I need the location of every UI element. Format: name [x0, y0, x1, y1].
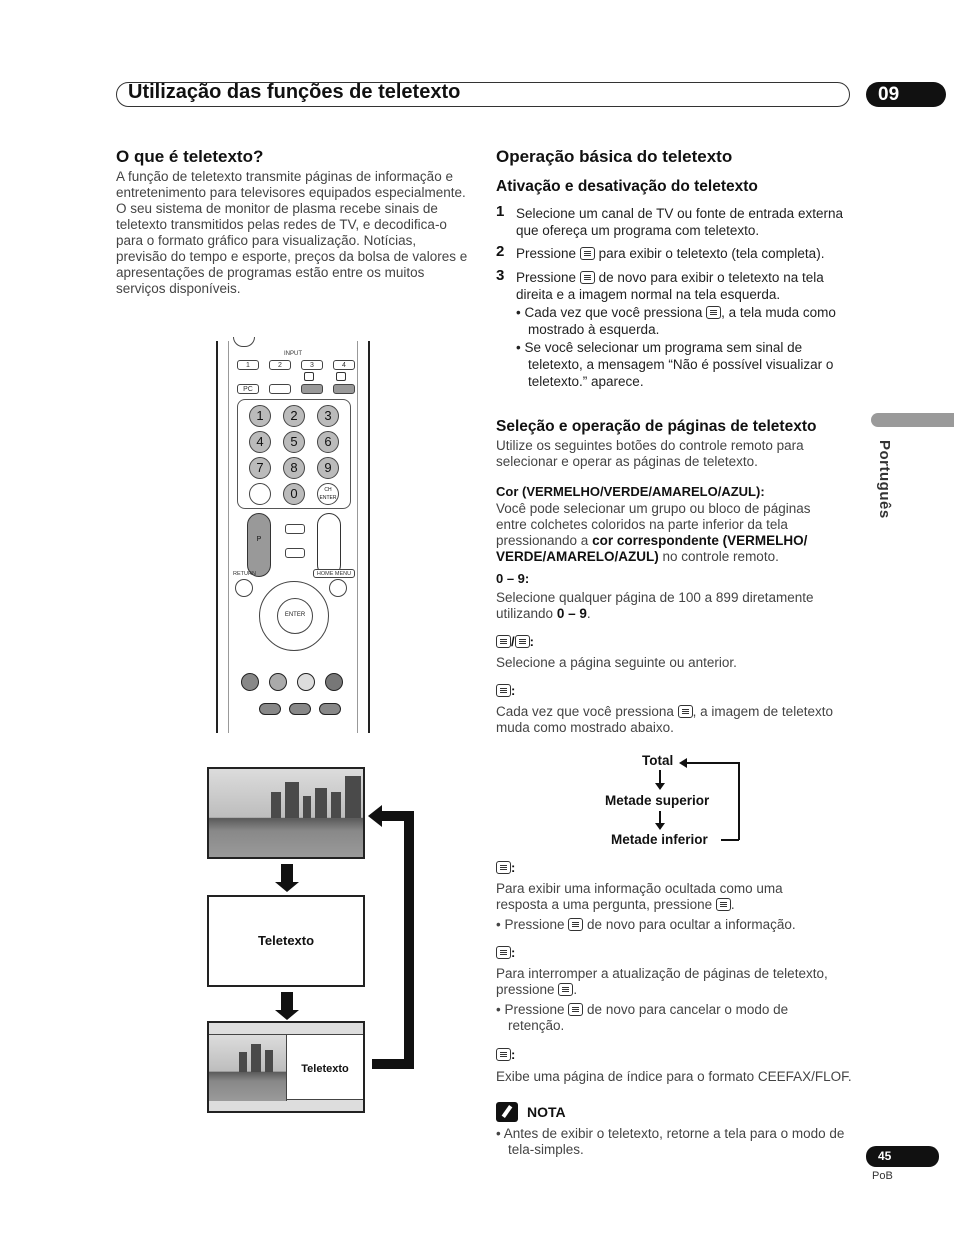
step-3-bullet-2: • Se você selecionar um programa sem sinal de teletexto, a mensagem “Não é possível visualizar o teletexto.” aparece.: [516, 340, 834, 389]
reveal-text-b: .: [730, 897, 735, 912]
building: [315, 788, 327, 818]
size-icon: [304, 372, 314, 381]
num-key-8: 8: [283, 457, 305, 479]
size-key-heading: [496, 683, 515, 698]
mode-box-split-label: Teletexto: [301, 1063, 349, 1075]
blue-color-key: [325, 673, 343, 691]
page-down-icon: [515, 635, 530, 648]
reveal-key: [259, 703, 281, 715]
note-text: • Antes de exibir o teletexto, retorne a tela para o modo de tela-simples.: [496, 1126, 845, 1157]
i-ii-key: [285, 524, 305, 534]
step-text-2: [516, 245, 856, 262]
size-button-icon: [678, 705, 693, 718]
size-button-icon: [496, 684, 511, 697]
reveal-text-a: Para exibir uma informação ocultada como uma resposta a uma pergunta, pressione: [496, 881, 783, 912]
bullet-1-text-b: , a tela muda como mostrado à esquerda.: [528, 305, 836, 337]
step-3-bullet-1: [516, 304, 836, 338]
index-key-heading: [496, 1047, 515, 1062]
yellow-color-key: [297, 673, 315, 691]
hold-bullet-a: • Pressione: [496, 1002, 565, 1017]
input-key-1: 1: [237, 360, 259, 370]
reveal-button-icon: [716, 898, 731, 911]
color-keys-text: [496, 501, 841, 565]
teletext-button-icon: [580, 247, 595, 260]
side-tab-bar: [871, 413, 954, 427]
intro-paragraph: A função de teletexto transmite páginas de informação e entretenimento para televisores equipados especialmente. O seu sistema de monitor de plasma recebe sinais de teletexto transmitidos pelas redes de TV, e decodifica-o para o formato gráfico para visualização. Notícias, previsão do tempo e esporte, preços da bolsa de valores e apresentações de programas estão entre os muitos serviços disponíveis.: [116, 169, 468, 296]
reveal-key-bullet: [496, 917, 846, 933]
red-color-key: [241, 673, 259, 691]
num-text-bold: 0 – 9: [556, 606, 587, 621]
num-text-c: .: [586, 606, 591, 621]
bullet-1-text-a: • Cada vez que você pressiona: [516, 305, 703, 320]
p-label: P: [256, 536, 262, 543]
home-menu-key: HOME MENU: [313, 569, 355, 578]
step-number-2: 2: [496, 243, 505, 260]
step-3-text-b: de novo para exibir o teletexto na tela direita e a imagem normal na tela esquerda.: [516, 270, 824, 302]
hold-key-heading: [496, 945, 515, 960]
subtitle-selection: Seleção e operação de páginas de teletexto: [496, 418, 817, 435]
info-key: [249, 483, 271, 505]
num-key-4: 4: [249, 431, 271, 453]
hold-text-a: Para interromper a atualização de páginas de teletexto, pressione: [496, 966, 828, 997]
city-photo-half: [209, 1035, 287, 1101]
page-language-code: PoB: [872, 1170, 893, 1182]
loop-arrow-vertical: [404, 811, 414, 1069]
teletext-key: [301, 384, 323, 394]
reveal-bullet-b: de novo para ocultar a informação.: [587, 917, 796, 932]
enter-key: ENTER: [277, 598, 313, 634]
side-tab-language: Português: [876, 440, 893, 519]
subtitle-activation: Ativação e desativação do teletexto: [496, 178, 758, 195]
color-text-c: no controle remoto.: [662, 549, 779, 564]
page-title: Utilização das funções de teletexto: [128, 81, 461, 103]
teletext-button-icon: [580, 271, 595, 284]
ch-enter-key: CH ENTER: [317, 483, 339, 505]
hold-text-b: .: [573, 982, 578, 997]
flow-arrow-1-head: [655, 783, 665, 790]
city-photo-full: [209, 769, 363, 857]
flow-upper-half: Metade superior: [605, 793, 710, 808]
hold-key-text: [496, 966, 851, 998]
page-head-suffix: :: [529, 634, 534, 649]
step-2-text-b: para exibir o teletexto (tela completa).: [598, 246, 825, 261]
building: [303, 796, 311, 818]
mode-arrow-1: [281, 864, 293, 884]
number-keys-text: [496, 590, 841, 622]
step-3-text-a: Pressione: [516, 270, 577, 285]
number-keys-heading: 0 – 9:: [496, 571, 530, 586]
p-rocker: [247, 513, 271, 577]
split-top-bar: [209, 1023, 363, 1035]
hold-button-icon: [558, 983, 573, 996]
step-text-1: Selecione um canal de TV ou fonte de entrada externa que ofereça um programa com teletexto.: [516, 206, 843, 238]
input-key-2: 2: [269, 360, 291, 370]
reveal-key-heading: [496, 860, 515, 875]
building: [251, 1044, 261, 1072]
color-text-bold: cor correspondente (VERMELHO/ VERDE/AMARELO/AZUL): [496, 533, 808, 564]
building: [285, 782, 299, 818]
volume-rocker: [317, 513, 341, 577]
mode-arrow-2: [281, 992, 293, 1012]
index-head-suffix: :: [511, 1047, 516, 1062]
building: [265, 1050, 273, 1072]
flow-lower-half: Metade inferior: [611, 832, 708, 847]
page-up-icon: [496, 635, 511, 648]
size-text-a: Cada vez que você pressiona: [496, 704, 674, 719]
pc-key: PC: [237, 384, 259, 394]
return-label: RETURN: [233, 571, 256, 577]
building: [331, 792, 341, 818]
selection-intro: Utilize os seguintes botões do controle remoto para selecionar e operar as páginas de teletexto.: [496, 438, 804, 469]
mode-box-normal: [207, 767, 365, 859]
flow-loop-head: [679, 758, 687, 768]
reveal-head-suffix: :: [511, 860, 516, 875]
flow-loop-top: [686, 762, 739, 764]
num-key-3: 3: [317, 405, 339, 427]
num-key-7: 7: [249, 457, 271, 479]
loop-arrow-top: [380, 811, 414, 821]
flow-loop-bottom: [721, 839, 739, 841]
note-pencil-icon: [496, 1102, 518, 1122]
chapter-badge: 09: [866, 82, 946, 107]
mode-box-split: [207, 1021, 365, 1113]
step-text-3: [516, 269, 846, 303]
color-text-a: Você pode selecionar um grupo ou bloco de páginas entre colchetes coloridos na parte inferior da tela pressionando a: [496, 501, 811, 548]
mode-box-teletext-label: Teletexto: [257, 933, 315, 948]
page-keys-heading: / :: [496, 634, 534, 649]
step-2-text-a: Pressione: [516, 246, 577, 261]
hold-button-icon: [568, 1003, 583, 1016]
num-key-1: 1: [249, 405, 271, 427]
input-key-4: 4: [333, 360, 355, 370]
note-title: NOTA: [527, 1104, 566, 1120]
reveal-bullet-a: • Pressione: [496, 917, 565, 932]
page-number: 45: [866, 1146, 939, 1167]
index-key-text: Exibe uma página de índice para o formato CEEFAX/FLOF.: [496, 1069, 852, 1084]
mode-box-teletext: [207, 895, 365, 987]
subtitle-key: [319, 703, 341, 715]
num-key-6: 6: [317, 431, 339, 453]
teletext-button-icon: [706, 306, 721, 319]
num-text-a: Selecione qualquer página de 100 a 899 diretamente utilizando: [496, 590, 814, 621]
hold-button-icon: [496, 946, 511, 959]
av-mode-key: [269, 384, 291, 394]
input-label: INPUT: [284, 351, 302, 357]
num-key-2: 2: [283, 405, 305, 427]
reveal-button-icon: [568, 918, 583, 931]
split-key: [333, 384, 355, 394]
section-title-basic-operation: Operação básica do teletexto: [496, 147, 733, 166]
size-head-suffix: :: [511, 683, 516, 698]
section-title-what-is: O que é teletexto?: [116, 147, 264, 166]
num-key-9: 9: [317, 457, 339, 479]
building: [345, 776, 361, 818]
size-key-text: [496, 704, 851, 736]
building: [239, 1052, 247, 1072]
index-button-icon: [496, 1048, 511, 1061]
color-keys-heading: Cor (VERMELHO/VERDE/AMARELO/AZUL):: [496, 484, 765, 499]
step-number-3: 3: [496, 267, 505, 284]
flow-arrow-2-head: [655, 823, 665, 830]
return-key: [235, 579, 253, 597]
step-number-1: 1: [496, 203, 505, 220]
page-keys-text: Selecione a página seguinte ou anterior.: [496, 655, 737, 670]
size-text-b: , a imagem de teletexto muda como mostrado abaixo.: [496, 704, 833, 735]
remote-control-illustration: [216, 341, 370, 733]
loop-arrow-bottom: [372, 1059, 414, 1069]
power-button: [233, 337, 255, 347]
reveal-button-icon: [496, 861, 511, 874]
exit-key: [329, 579, 347, 597]
remote-body: [228, 341, 358, 733]
flow-loop-right: [738, 762, 740, 840]
flow-total: Total: [642, 753, 674, 768]
num-key-5: 5: [283, 431, 305, 453]
mute-key: [285, 548, 305, 558]
green-color-key: [269, 673, 287, 691]
index-icon: [336, 372, 346, 381]
hold-key: [289, 703, 311, 715]
hold-bullet-b: de novo para cancelar o modo de retenção.: [508, 1002, 789, 1033]
building: [271, 792, 281, 818]
num-key-0: 0: [283, 483, 305, 505]
input-key-3: 3: [301, 360, 323, 370]
loop-arrow-head: [368, 805, 382, 827]
hold-key-bullet: [496, 1002, 816, 1034]
reveal-key-text: [496, 881, 826, 913]
hold-head-suffix: :: [511, 945, 516, 960]
